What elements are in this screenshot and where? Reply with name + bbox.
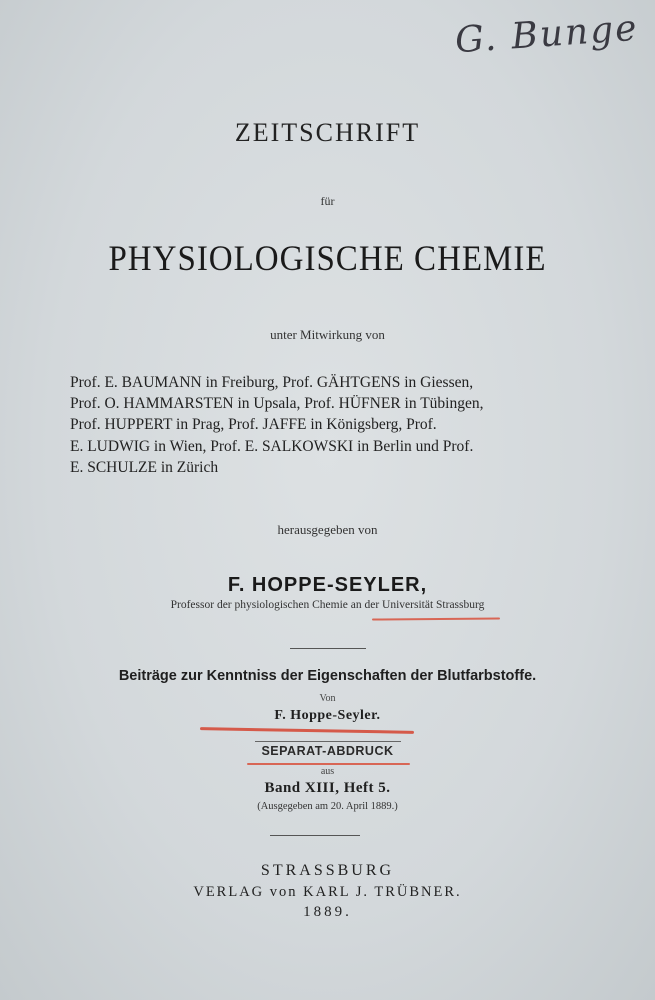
red-pencil-underline xyxy=(372,617,500,620)
collaboration-intro: unter Mitwirkung von xyxy=(270,327,385,342)
article-aus: aus xyxy=(320,766,335,777)
contributors-line: Prof. E. BAUMANN in Freiburg, Prof. GÄHTGENS in Giessen, xyxy=(70,374,474,391)
editor-name: F. HOPPE-SEYLER, xyxy=(227,574,428,596)
contributors-line: Prof. O. HAMMARSTEN in Upsala, Prof. HÜFNER in Tübingen, xyxy=(70,395,484,413)
red-pencil-underline xyxy=(200,727,414,734)
article-issue: Band XIII, Heft 5. xyxy=(264,780,391,796)
publication-year: 1889. xyxy=(303,904,352,920)
journal-title-connector: für xyxy=(320,194,335,208)
journal-title-line2: PHYSIOLOGISCHE CHEMIE xyxy=(108,239,547,279)
editor-position: Professor der physiologischen Chemie an der Universität Strassburg xyxy=(170,599,485,611)
contributors-line: E. LUDWIG in Wien, Prof. E. SALKOWSKI in Berlin und Prof. xyxy=(70,437,474,455)
article-title: Beiträge zur Kenntniss der Eigenschaften der Blutfarbstoffe. xyxy=(118,668,537,684)
stamp-border xyxy=(255,741,401,742)
contributors-block xyxy=(70,372,570,478)
divider-rule xyxy=(290,648,366,649)
separat-abdruck-stamp: SEPARAT-ABDRUCK xyxy=(261,744,394,758)
handwritten-signature: G. Bunge xyxy=(453,7,640,62)
contributors-line: Prof. HUPPERT in Prag, Prof. JAFFE in Königsberg, Prof. xyxy=(70,416,437,434)
contributors-line: E. SCHULZE in Zürich xyxy=(70,458,219,476)
editor-intro: herausgegeben von xyxy=(277,522,378,537)
article-issue-date: (Ausgegeben am 20. April 1889.) xyxy=(257,801,398,812)
red-pencil-underline xyxy=(247,763,410,765)
divider-rule xyxy=(270,835,360,836)
publisher-name: VERLAG von KARL J. TRÜBNER. xyxy=(193,884,462,900)
publisher-city: STRASSBURG xyxy=(260,862,395,879)
journal-title-line1: ZEITSCHRIFT xyxy=(234,118,421,147)
article-von: Von xyxy=(319,693,336,704)
article-author: F. Hoppe-Seyler. xyxy=(274,708,381,723)
